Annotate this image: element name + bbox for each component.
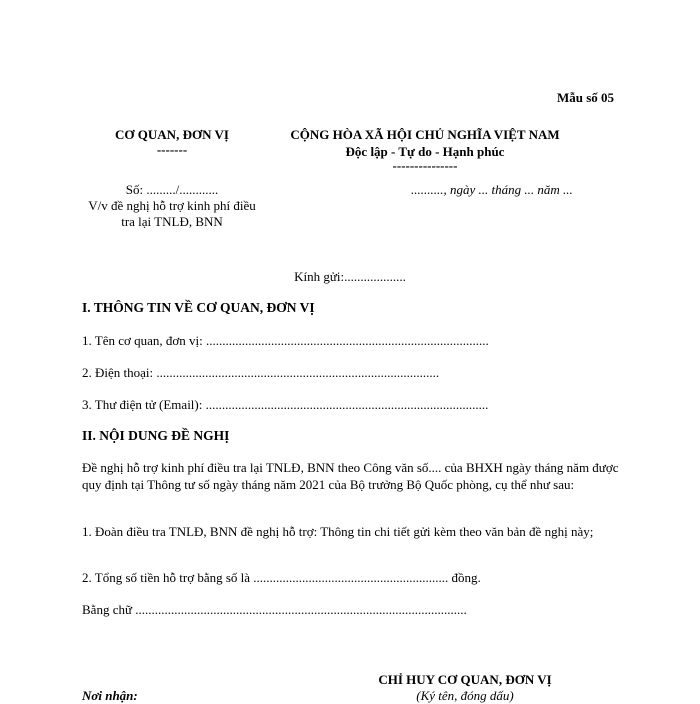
- recipients-label: Nơi nhận:: [82, 688, 138, 703]
- total-amount-field: 2. Tổng số tiền hỗ trợ bằng số là ............................................................ đồng.: [82, 570, 481, 585]
- subject-line-2: tra lại TNLĐ, BNN: [121, 214, 223, 229]
- signer-note: (Ký tên, đóng dấu): [416, 688, 514, 703]
- amount-in-words-field: Bằng chữ ......................................................................................................: [82, 602, 467, 617]
- signer-title: CHỈ HUY CƠ QUAN, ĐƠN VỊ: [378, 672, 552, 687]
- motto-divider: ---------------: [392, 158, 458, 173]
- national-motto: Độc lập - Tự do - Hạnh phúc: [345, 144, 505, 159]
- date-line: .........., ngày ... tháng ... năm ...: [411, 182, 573, 197]
- request-item-1: 1. Đoàn điều tra TNLĐ, BNN đề nghị hỗ trợ: Thông tin chi tiết gửi kèm theo văn bản đề nghị này;: [82, 524, 594, 539]
- org-divider: -------: [156, 142, 188, 157]
- org-name-field: 1. Tên cơ quan, đơn vị: .......................................................................................: [82, 333, 489, 348]
- form-code: Mẫu số 05: [557, 90, 615, 105]
- request-intro-paragraph: Đề nghị hỗ trợ kinh phí điều tra lại TNLĐ, BNN theo Công văn số.... của BHXH ngày tháng năm được quy định tại Thông tư số ngày tháng năm 2021 của Bộ trưởng Bộ Quốc phòng, cụ thể như sau:: [82, 460, 619, 492]
- org-name-header: CƠ QUAN, ĐƠN VỊ: [115, 127, 229, 142]
- document-number: Số: ........./............: [125, 182, 219, 197]
- subject-line-1: V/v đề nghị hỗ trợ kinh phí điều: [88, 198, 256, 213]
- recipient-line: Kính gửi:...................: [294, 269, 406, 284]
- phone-field: 2. Điện thoại: .......................................................................................: [82, 365, 440, 380]
- section-1-title: I. THÔNG TIN VỀ CƠ QUAN, ĐƠN VỊ: [82, 300, 315, 315]
- email-field: 3. Thư điện tử (Email): .......................................................................................: [82, 397, 489, 412]
- section-2-title: II. NỘI DUNG ĐỀ NGHỊ: [82, 428, 230, 443]
- country-name: CỘNG HÒA XÃ HỘI CHỦ NGHĨA VIỆT NAM: [290, 127, 560, 142]
